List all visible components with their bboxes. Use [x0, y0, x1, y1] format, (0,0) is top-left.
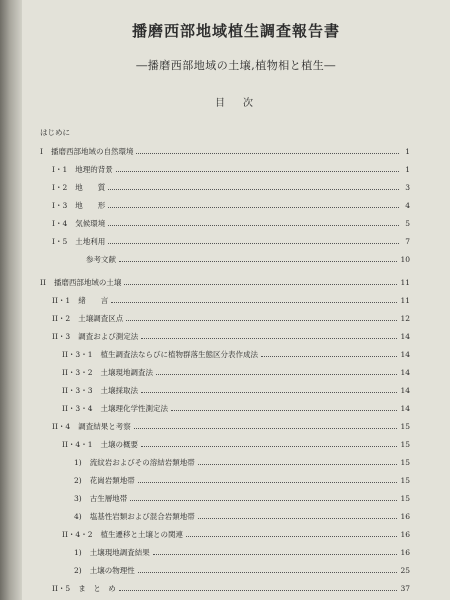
toc-entry-number: II・4	[52, 422, 71, 431]
toc-entry-number: 1)	[74, 458, 82, 467]
toc-entry-title: 塩基性岩類および混合岩類地帯	[89, 512, 195, 521]
toc-heading: 目 次	[215, 98, 257, 109]
toc-entry-page: 1	[405, 165, 410, 174]
dot-leader	[186, 536, 397, 537]
toc-entry	[40, 140, 410, 156]
toc-entry	[74, 559, 410, 575]
dot-leader	[136, 153, 399, 154]
toc-entry-title: 流紋岩およびその溶結岩類地帯	[89, 458, 195, 467]
toc-entry-title: 植生調査法ならびに植物群落生態区分表作成法	[100, 350, 258, 359]
toc-entry-title: 気候環境	[75, 219, 106, 228]
toc-entry-page: 5	[405, 219, 410, 228]
toc-entry-title: 調査結果と考察	[78, 422, 131, 431]
toc-entry-page: 25	[400, 566, 410, 575]
toc-entry-number: I・4	[52, 219, 68, 228]
toc-entry-title: 緒 言	[78, 296, 109, 305]
toc-entry-title: 参考文献	[86, 255, 116, 264]
dot-leader	[171, 410, 397, 411]
toc-entry	[40, 271, 410, 287]
binding-gutter	[0, 0, 22, 600]
toc-entry-number: I	[40, 147, 43, 156]
toc-entry-page: 14	[400, 386, 410, 395]
toc-entry	[52, 176, 410, 192]
toc-entry-page: 15	[400, 476, 410, 485]
toc-entry-number: II・3	[52, 332, 71, 341]
toc-entry-page: 1	[405, 147, 410, 156]
toc-entry-title: 地理的背景	[75, 165, 113, 174]
toc-entry-number: II・1	[52, 296, 71, 305]
toc-entry-title: 土壌現地調査結果	[89, 548, 150, 557]
toc-entry-title: 地 形	[75, 201, 106, 210]
toc-entry-number: II・4・2	[62, 530, 93, 539]
toc-entry-number: I・3	[52, 201, 68, 210]
toc-entry	[74, 487, 410, 503]
toc-entry-page: 15	[400, 422, 410, 431]
toc-entry-number: I・5	[52, 237, 68, 246]
toc-entry-number: II・3・4	[62, 404, 93, 413]
toc-entry	[52, 158, 410, 174]
dot-leader	[198, 518, 398, 519]
toc-entry-page: 4	[405, 201, 410, 210]
toc-entry-number: II・5	[52, 584, 71, 593]
toc-entry-title: 土壌現地調査法	[100, 368, 153, 377]
toc-entry	[52, 230, 410, 246]
toc-entry	[62, 433, 410, 449]
toc-entry-page: 10	[400, 255, 410, 264]
dot-leader	[153, 554, 398, 555]
toc-entry	[62, 523, 410, 539]
toc-entry-page: 3	[405, 183, 410, 192]
toc-entry-page: 15	[400, 458, 410, 467]
toc-entry-page: 16	[400, 512, 410, 521]
toc-entry	[62, 343, 410, 359]
toc-entry-number: II・3・2	[62, 368, 93, 377]
toc-entry-number: I・1	[52, 165, 68, 174]
dot-leader	[111, 302, 397, 303]
toc-entry-page: 14	[400, 332, 410, 341]
toc-entry-page: 11	[400, 296, 410, 305]
toc-entry-title: 播磨西部地域の土壌	[53, 278, 122, 287]
toc-entry	[62, 397, 410, 413]
toc-entry-title: 土壌の概要	[100, 440, 138, 449]
toc-entry	[52, 194, 410, 210]
toc-entry	[74, 505, 410, 521]
dot-leader	[124, 284, 397, 285]
toc-entry-page: 11	[400, 278, 410, 287]
toc-entry-number: II・4・1	[62, 440, 93, 449]
dot-leader	[108, 207, 399, 208]
toc-entry-title: 古生層地帯	[89, 494, 128, 503]
dot-leader	[134, 428, 398, 429]
toc-entry	[52, 415, 410, 431]
book-page	[22, 0, 450, 600]
toc-intro: はじめに	[40, 128, 70, 137]
toc-entry-page: 12	[400, 314, 410, 323]
toc-entry-number: II・3・1	[62, 350, 93, 359]
toc-entry-title: 植生遷移と土壌との関連	[100, 530, 183, 539]
toc-entry-page: 14	[400, 368, 410, 377]
toc-entry	[74, 469, 410, 485]
dot-leader	[119, 590, 398, 591]
toc-entry	[74, 451, 410, 467]
dot-leader	[119, 261, 397, 262]
toc-entry-title: 花崗岩類地帯	[89, 476, 135, 485]
dot-leader	[156, 374, 397, 375]
toc-entry-title: 土壌調査区点	[78, 314, 124, 323]
toc-entry-page: 14	[400, 404, 410, 413]
toc-entry-number: 3)	[74, 494, 82, 503]
toc-entry	[74, 541, 410, 557]
document-title: 播磨西部地域植生調査報告書	[131, 22, 340, 40]
toc-entry	[62, 379, 410, 395]
toc-entry	[52, 212, 410, 228]
dot-leader	[261, 356, 397, 357]
toc-entry-page: 37	[400, 584, 410, 593]
toc-entry-page: 15	[400, 494, 410, 503]
toc-entry-title: 播磨西部地域の自然環境	[50, 147, 134, 156]
toc-entry-page: 16	[400, 548, 410, 557]
dot-leader	[141, 392, 397, 393]
toc-entry-number: 2)	[74, 476, 82, 485]
dot-leader	[116, 171, 399, 172]
toc-entry	[52, 289, 410, 305]
toc-entry-title: 土壌採取法	[100, 386, 138, 395]
document-subtitle: ―播磨西部地域の土壌,植物相と植生―	[136, 59, 336, 72]
dot-leader	[108, 225, 399, 226]
dot-leader	[126, 320, 397, 321]
toc-entry-number: 1)	[74, 548, 82, 557]
toc-entry	[52, 307, 410, 323]
toc-entry-number: II・3・3	[62, 386, 93, 395]
toc-entry-title: 調査および測定法	[78, 332, 139, 341]
toc-entry-page: 16	[400, 530, 410, 539]
toc-entry	[86, 248, 410, 264]
toc-entry	[52, 325, 410, 341]
toc-entry-page: 14	[400, 350, 410, 359]
toc-entry	[62, 361, 410, 377]
toc-entry-page: 15	[400, 440, 410, 449]
dot-leader	[141, 446, 397, 447]
toc-entry-number: 2)	[74, 566, 82, 575]
toc-entry-title: 土壌の物理性	[89, 566, 135, 575]
dot-leader	[130, 500, 397, 501]
dot-leader	[108, 189, 399, 190]
toc-entry-number: II	[40, 278, 46, 287]
dot-leader	[108, 243, 399, 244]
dot-leader	[138, 482, 398, 483]
toc-entry-number: II・2	[52, 314, 71, 323]
toc-entry-number: 4)	[74, 512, 82, 521]
dot-leader	[138, 572, 398, 573]
toc-entry-title: 土壌理化学性測定法	[100, 404, 168, 413]
toc-entry-page: 7	[405, 237, 410, 246]
toc-entry-title: ま と め	[78, 584, 116, 593]
toc-entry	[52, 577, 410, 593]
toc-entry-title: 土地利用	[75, 237, 106, 246]
toc-entry-number: I・2	[52, 183, 68, 192]
dot-leader	[141, 338, 397, 339]
dot-leader	[198, 464, 398, 465]
toc-entry-title: 地 質	[75, 183, 106, 192]
